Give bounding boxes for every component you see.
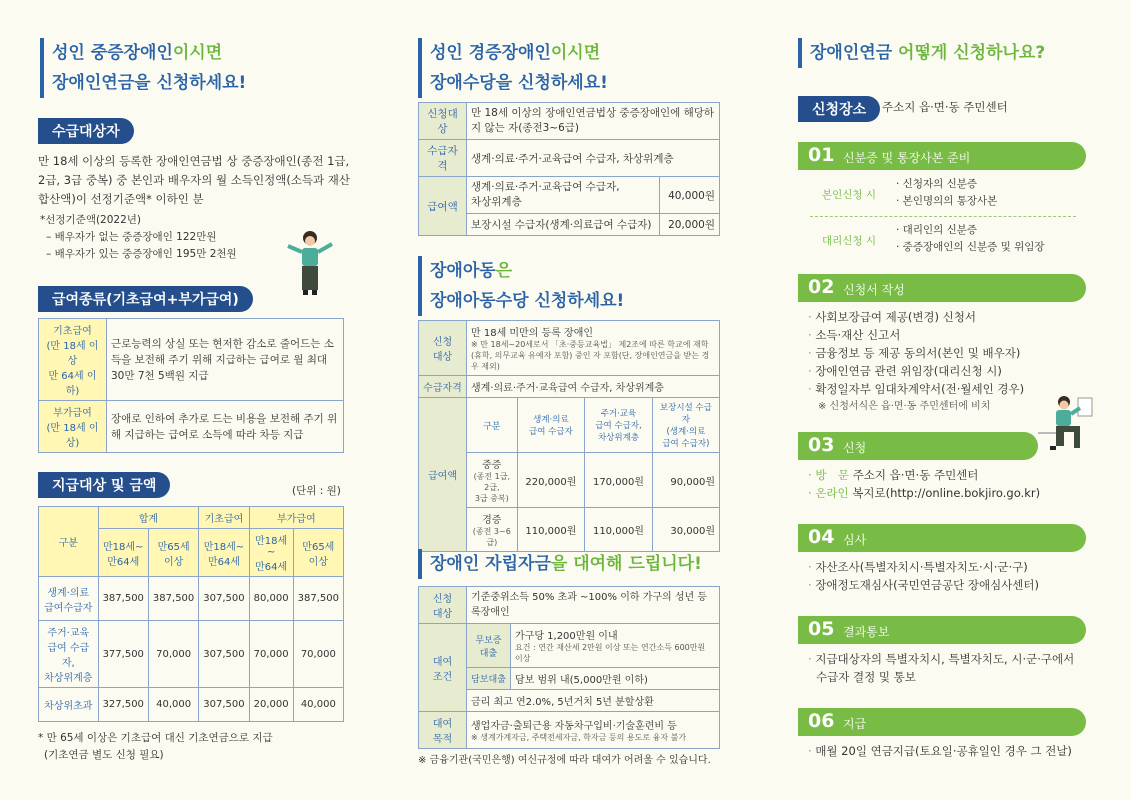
- place-text: 주소지 읍·면·동 주민센터: [882, 100, 1008, 114]
- loan-type: 담보대출: [467, 668, 511, 690]
- result-text: [808, 650, 1074, 686]
- child-row-name: [467, 453, 518, 508]
- list-item-text: 자산조사(특별자치시·특별자치도·시·군·구): [815, 560, 1028, 574]
- place-pill: 신청장소: [798, 96, 880, 122]
- table-row: [419, 624, 720, 668]
- self-apply-item: · 신청자의 신분증: [896, 178, 978, 190]
- child-head: 생계·의료 급여 수급자: [517, 398, 585, 453]
- table-row: [39, 688, 344, 722]
- table-row: [419, 712, 720, 749]
- pay-name: 보장시설 수급자(생계·의료급여 수급자): [467, 214, 660, 236]
- amount-cell: 387,500: [98, 577, 148, 621]
- list-item-text: 확정일자부 임대차계약서(전·월세인 경우): [815, 382, 1025, 396]
- self-apply-item: · 본인명의의 통장사본: [896, 195, 998, 207]
- pay-name: 생계·의료·주거·교육급여 수급자, 차상위계층: [467, 177, 660, 214]
- amount-head-age1: 만18세~ 만64세: [199, 529, 249, 577]
- online-link[interactable]: 복지로(http://online.bokjiro.go.kr): [852, 486, 1041, 500]
- criteria-title: *선정기준액(2022년): [40, 214, 142, 226]
- child-row-name: [467, 508, 518, 552]
- child-target-text: 만 18세 미만의 등록 장애인: [471, 328, 594, 339]
- amount-head-extra: 부가급여: [249, 507, 343, 529]
- footnote-line-2: (기초연금 별도 신청 필요): [44, 749, 164, 761]
- row-label: 급여액: [419, 398, 467, 552]
- row-value: 생계·의료·주거·교육급여 수급자, 차상위계층: [467, 376, 720, 398]
- step-title: 심사: [843, 533, 867, 547]
- list-item-text: 금융정보 등 제공 동의서(본인 및 배우자): [815, 346, 1021, 360]
- amount-cell: 70,000: [249, 621, 293, 688]
- criteria-block: [40, 212, 237, 263]
- table-row: [419, 103, 720, 140]
- child-head: 주거·교육 급여 수급자, 차상위계층: [585, 398, 653, 453]
- col2-title-line2: 장애수당을 신청하세요!: [430, 73, 608, 93]
- col1-title: [40, 38, 246, 98]
- col3-title-suffix: 어떻게 신청하나요?: [892, 43, 1046, 63]
- benefit-table: [38, 318, 344, 453]
- criteria-item-2: – 배우자가 있는 중증장애인 195만 2천원: [46, 248, 237, 260]
- table-row: [419, 140, 720, 177]
- step-number: 03: [808, 434, 835, 456]
- col1-footnote: [38, 730, 273, 764]
- row-label: 신청 대상: [419, 587, 467, 624]
- recipients-line-3: 합산액)이 선정기준액* 이하인 분: [38, 192, 204, 206]
- child-target-note: ※ 만 18세~20세로서 「초·중등교육법」 제2조에 따른 학교에 재학(휴학, 의무교육 유예자 포함) 중인 자 포함(단, 장애인연금을 받는 경우 제외): [471, 340, 710, 371]
- list-item-text: 수급자 결정 및 통보: [816, 670, 916, 684]
- table-row: [419, 177, 720, 214]
- amount-head-age2: 만65세 이상: [148, 529, 198, 577]
- amount-head-age2: 만65세 이상: [293, 529, 343, 577]
- col1-title-highlight: 성인 중증장애인: [52, 43, 173, 63]
- step-number: 02: [808, 276, 835, 298]
- benefit-desc: 근로능력의 상실 또는 현저한 감소로 줄어드는 소득을 보전해 주기 위해 지급하는 급여로 월 최대 30만 7천 5백원 지급: [107, 319, 344, 401]
- col2-title2-suffix: 은: [495, 261, 513, 281]
- child-head: 보장시설 수급자 (생계·의료 급여 수급자): [652, 398, 719, 453]
- table-row: [419, 398, 720, 453]
- amount-row-name: 주거·교육 급여 수급자, 차상위계층: [39, 621, 99, 688]
- col2-title-highlight: 성인 경증장애인: [430, 43, 551, 63]
- amount-cell: 387,500: [148, 577, 198, 621]
- step-number: 04: [808, 526, 835, 548]
- step-06: [798, 708, 1086, 736]
- form-list: [808, 308, 1024, 416]
- table-row: [419, 587, 720, 624]
- child-grade-sub: (종전 1급, 2급, 3급 중복): [473, 472, 511, 503]
- step-title: 신청: [843, 441, 867, 455]
- child-cell: 30,000원: [652, 508, 719, 552]
- amount-table: [38, 506, 344, 722]
- list-item-text: 지급대상자의 특별자치시, 특별자치도, 시·군·구에서: [815, 652, 1075, 666]
- list-item-text: 사회보장급여 제공(변경) 신청서: [815, 310, 977, 324]
- amount-head-gubun: 구분: [39, 507, 99, 577]
- list-item: · 사회보장급여 제공(변경) 신청서: [808, 310, 977, 324]
- child-cell: 110,000원: [517, 508, 585, 552]
- child-cell: 220,000원: [517, 453, 585, 508]
- amount-cell: 307,500: [199, 621, 249, 688]
- loan-type: 무보증 대출: [467, 624, 511, 668]
- col1-title-suffix: 이시면: [172, 43, 223, 63]
- list-item-text: 장애인연금 관련 위임장(대리신청 시): [815, 364, 1002, 378]
- list-item: · 온라인 복지로(http://online.bokjiro.go.kr): [808, 486, 1041, 500]
- loan-value: 담보 범위 내(5,000만원 이하): [511, 668, 720, 690]
- pay-value: 20,000원: [660, 214, 720, 236]
- step-05: [798, 616, 1086, 644]
- amount-cell: 80,000: [249, 577, 293, 621]
- proxy-apply-item: · 대리인의 신분증: [896, 224, 978, 236]
- amount-cell: 307,500: [199, 577, 249, 621]
- row-value: [467, 712, 720, 749]
- step-title: 지급: [843, 717, 867, 731]
- self-reliance-fund-table: [418, 586, 720, 749]
- online-label: 온라인: [815, 486, 849, 500]
- row-value: 생계·의료·주거·교육급여 수급자, 차상위계층: [467, 140, 720, 177]
- child-cell: 90,000원: [652, 453, 719, 508]
- step-number: 05: [808, 618, 835, 640]
- amount-cell: 387,500: [293, 577, 343, 621]
- table-row: [39, 621, 344, 688]
- list-item-text: 매월 20일 연금지급(토요일·공휴일인 경우 그 전날): [815, 744, 1072, 758]
- step-03: [798, 432, 1038, 460]
- amount-head-age1: 만18세~ 만64세: [249, 529, 293, 577]
- col2-title2-line2: 장애아동수당 신청하세요!: [430, 291, 625, 311]
- list-item: · 장애정도재심사(국민연금공단 장애심사센터): [808, 578, 1040, 592]
- self-apply-items: [896, 176, 997, 210]
- apply-methods: [808, 466, 1040, 502]
- unsecured-note: 요건 : 연간 재산세 2만원 이상 또는 연간소득 600만원 이상: [515, 643, 706, 663]
- amount-cell: 40,000: [293, 688, 343, 722]
- purpose-note: ※ 생계가계자금, 주택전세자금, 학자금 등의 용도로 융자 불가: [471, 733, 687, 742]
- col1-title-line2: 장애인연금을 신청하세요!: [52, 73, 247, 93]
- visit-label: 방 문: [815, 468, 850, 482]
- disability-allowance-table: [418, 102, 720, 236]
- purpose-text: 생업자금·출퇴근용 자동차구입비·기술훈련비 등: [471, 721, 677, 732]
- amount-pill: 지급대상 및 금액: [38, 472, 170, 498]
- step-title: 신청서 작성: [843, 283, 905, 297]
- row-label: 대여 목적: [419, 712, 467, 749]
- col2-title-suffix: 이시면: [550, 43, 601, 63]
- child-cell: 170,000원: [585, 453, 653, 508]
- row-value: [467, 321, 720, 376]
- visit-text: 주소지 읍·면·동 주민센터: [852, 468, 979, 482]
- list-item-text: 장애정도재심사(국민연금공단 장애심사센터): [815, 578, 1040, 592]
- amount-cell: 307,500: [199, 688, 249, 722]
- amount-head-basic: 기초급여: [199, 507, 249, 529]
- amount-head-total: 합계: [98, 507, 199, 529]
- col2-title3: [418, 549, 702, 579]
- amount-row-name: 생계·의료 급여수급자: [39, 577, 99, 621]
- row-label: 수급자격: [419, 376, 467, 398]
- loan-value: [511, 624, 720, 668]
- row-label: 수급자격: [419, 140, 467, 177]
- amount-cell: 327,500: [98, 688, 148, 722]
- unsecured-text: 가구당 1,200만원 이내: [515, 631, 618, 642]
- amount-row-name: 차상위초과: [39, 688, 99, 722]
- list-item: · 소득·재산 신고서: [808, 328, 901, 342]
- rate-text: 금리 최고 연2.0%, 5년거치 5년 분할상환: [467, 690, 720, 712]
- amount-cell: 377,500: [98, 621, 148, 688]
- recipients-line-1: 만 18세 이상의 등록한 장애인연금법 상 중증장애인(종전 1급,: [38, 154, 350, 168]
- child-grade-sub: (종전 3~6급): [472, 527, 511, 547]
- amount-head-age1: 만18세~ 만64세: [98, 529, 148, 577]
- step-title: 결과통보: [843, 625, 890, 639]
- child-grade: 경증: [482, 515, 502, 526]
- person-illustration: [280, 228, 340, 298]
- footnote-line-1: * 만 65세 이상은 기초급여 대신 기초연금으로 지급: [38, 732, 273, 744]
- col3-title-highlight: 장애인연금: [810, 43, 893, 63]
- step-number: 06: [808, 710, 835, 732]
- col2-title2-highlight: 장애아동: [430, 261, 496, 281]
- benefit-pill: 급여종류(기초급여+부가급여): [38, 286, 253, 312]
- form-note: ※ 신청서식은 읍·면·동 주민센터에 비치: [818, 401, 991, 412]
- list-item-text: 소득·재산 신고서: [815, 328, 901, 342]
- list-item: · 장애인연금 관련 위임장(대리신청 시): [808, 364, 1002, 378]
- self-apply-label: 본인신청 시: [822, 189, 877, 201]
- table-row: [39, 319, 344, 401]
- col3-title: [798, 38, 1045, 68]
- proxy-apply-items: [896, 222, 1045, 256]
- step-04: [798, 524, 1086, 552]
- payment-text: [808, 742, 1072, 760]
- row-label: 대여 조건: [419, 624, 467, 712]
- pay-value: 40,000원: [660, 177, 720, 214]
- row-label: 신청 대상: [419, 321, 467, 376]
- row-value: 만 18세 이상의 장애인연금법상 중증장애인에 해당하지 않는 자(종전3~6급): [467, 103, 720, 140]
- list-item: · 자산조사(특별자치시·특별자치도·시·군·구): [808, 560, 1028, 574]
- table-row: [419, 321, 720, 376]
- amount-cell: 40,000: [148, 688, 198, 722]
- amount-cell: 70,000: [293, 621, 343, 688]
- col2-title3-suffix: 을 대여해 드립니다!: [550, 554, 702, 574]
- step-title: 신분증 및 통장사본 준비: [843, 151, 971, 165]
- proxy-apply-item: · 중증장애인의 신분증 및 위임장: [896, 241, 1045, 253]
- criteria-item-1: – 배우자가 없는 중증장애인 122만원: [46, 231, 217, 243]
- list-item: · 금융정보 등 제공 동의서(본인 및 배우자): [808, 346, 1021, 360]
- child-grade: 중증: [482, 460, 502, 471]
- amount-cell: 20,000: [249, 688, 293, 722]
- child-cell: 110,000원: [585, 508, 653, 552]
- row-value: 기준중위소득 50% 초과 ~100% 이하 가구의 성년 등록장애인: [467, 587, 720, 624]
- proxy-apply-label: 대리신청 시: [822, 235, 877, 247]
- col2-title: [418, 38, 608, 98]
- child-allowance-table: [418, 320, 720, 552]
- col2-footnote: ※ 금융기관(국민은행) 여신규정에 따라 대여가 어려울 수 있습니다.: [418, 755, 711, 766]
- step-02: [798, 274, 1086, 302]
- review-list: [808, 558, 1039, 594]
- benefit-desc: 장애로 인하여 추가로 드는 비용을 보전해 주기 위해 지급하는 급여로 소득에 따라 차등 지급: [107, 401, 344, 453]
- amount-cell: 70,000: [148, 621, 198, 688]
- row-label: 급여액: [419, 177, 467, 236]
- recipients-line-2: 2급, 3급 중복) 중 본인과 배우자의 월 소득인정액(소득과 재산: [38, 173, 351, 187]
- list-item: · 지급대상자의 특별자치시, 특별자치도, 시·군·구에서: [808, 652, 1075, 666]
- benefit-name: 기초급여 (만 18세 이상 만 64세 이하): [39, 319, 107, 401]
- divider: [810, 216, 1076, 217]
- recipients-pill: 수급대상자: [38, 118, 134, 144]
- list-item: · 매월 20일 연금지급(토요일·공휴일인 경우 그 전날): [808, 744, 1072, 758]
- step-01: [798, 142, 1086, 170]
- list-item: · 확정일자부 임대차계약서(전·월세인 경우): [808, 382, 1025, 396]
- child-head: 구분: [467, 398, 518, 453]
- list-item: · 방 문 주소지 읍·면·동 주민센터: [808, 468, 979, 482]
- recipients-text: [38, 152, 388, 209]
- col2-title3-highlight: 장애인 자립자금: [430, 554, 551, 574]
- table-row: [39, 401, 344, 453]
- col2-title2: [418, 256, 624, 316]
- table-row: [419, 376, 720, 398]
- benefit-name: 부가급여 (만 18세 이상): [39, 401, 107, 453]
- step-number: 01: [808, 144, 835, 166]
- unit-label: (단위 : 원): [292, 485, 341, 497]
- table-row: [39, 577, 344, 621]
- person-with-document-illustration: [1038, 392, 1102, 458]
- row-label: 신청대상: [419, 103, 467, 140]
